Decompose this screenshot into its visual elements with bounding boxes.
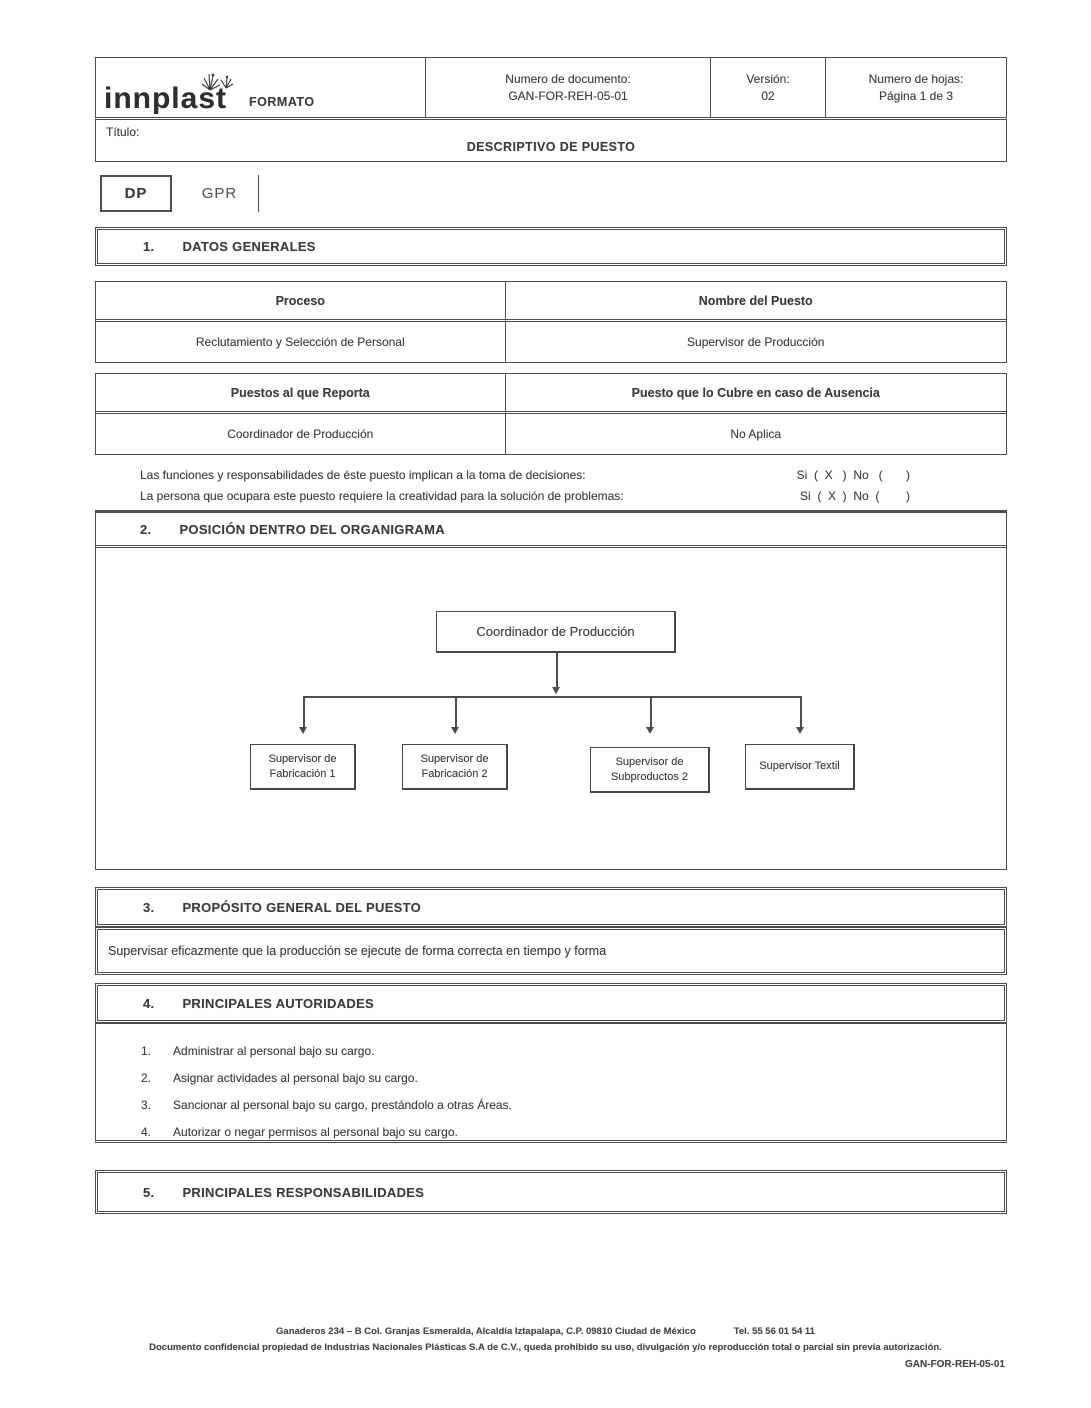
question-creativity-answer: Si ( X ) No ( ) (799, 489, 910, 503)
section-4-number: 4. (143, 995, 155, 1011)
authority-text: Asignar actividades al personal bajo su cargo. (173, 1070, 418, 1085)
question-decisions (140, 468, 910, 482)
org-arrow-4 (796, 727, 804, 734)
footer-address: Ganaderos 234 – B Col. Granjas Esmeralda, Alcaldía Iztapalapa, C.P. 09810 Ciudad de México (276, 1326, 696, 1337)
col-header-reporta: Puestos al que Reporta (96, 374, 506, 414)
section-2-container (95, 510, 1007, 870)
cell-nombre-puesto-value: Supervisor de Producción (687, 335, 825, 349)
section-3-number: 3. (143, 899, 155, 915)
org-root-box: Coordinador de Producción (436, 611, 676, 653)
org-connector-root (556, 653, 558, 689)
footer-confidential: Documento confidencial propiedad de Industrias Nacionales Plásticas S.A de C.V., queda prohibido su uso, divulgación y/o reproducción total o parcial sin previa autorización. (149, 1342, 942, 1353)
section-1-title: DATOS GENERALES (182, 239, 316, 254)
innplast-logo (104, 82, 228, 115)
authority-number: 2. (141, 1070, 152, 1085)
org-connector-1 (303, 696, 305, 728)
authority-number: 3. (141, 1097, 152, 1112)
col-header-proceso: Proceso (96, 282, 506, 322)
section-1-header (95, 227, 1007, 266)
doc-number-label: Numero de documento: (505, 71, 631, 86)
section-5-header (95, 1170, 1007, 1214)
version-cell (711, 58, 826, 117)
logo-text: innplast (104, 82, 228, 115)
logo-cell (96, 58, 426, 117)
footer-doc-code-line (0, 1359, 1005, 1370)
version-label: Versión: (746, 71, 790, 86)
authorities-list (95, 1023, 1007, 1143)
authority-item (96, 1037, 1006, 1064)
org-connector-3 (650, 696, 652, 728)
footer-address-line (0, 1326, 1091, 1337)
doc-number-cell (426, 58, 711, 117)
authority-text: Administrar al personal bajo su cargo. (173, 1043, 375, 1058)
cell-cubre-value: No Aplica (730, 427, 782, 441)
org-arrow-2 (451, 727, 459, 734)
authority-text: Autorizar o negar permisos al personal bajo su cargo. (173, 1124, 458, 1139)
doc-number-value: GAN-FOR-REH-05-01 (508, 88, 628, 103)
authority-text: Sancionar al personal bajo su cargo, prestándolo a otras Áreas. (173, 1097, 512, 1112)
page-title: DESCRIPTIVO DE PUESTO (466, 140, 636, 154)
authority-number: 1. (141, 1043, 152, 1058)
tab-dp (100, 175, 172, 212)
logo-flower-icon (200, 70, 234, 92)
question-creativity (140, 489, 910, 503)
col-header-cubre-ausencia: Puesto que lo Cubre en caso de Ausencia (506, 374, 1007, 414)
question-creativity-text: La persona que ocupara este puesto requiere la creatividad para la solución de problemas: (140, 489, 624, 503)
tab-gpr-label: GPR (201, 185, 238, 202)
section-3-title: PROPÓSITO GENERAL DEL PUESTO (182, 899, 422, 915)
section-4-header (95, 983, 1007, 1023)
version-value: 02 (761, 88, 775, 103)
section-2-header (96, 511, 1006, 548)
formato-label: FORMATO (249, 95, 315, 109)
org-child-box-2: Supervisor de Fabricación 2 (402, 744, 508, 790)
pages-cell (826, 58, 1006, 117)
purpose-box (95, 927, 1007, 975)
org-arrow-root (552, 687, 560, 694)
org-child-box-4: Supervisor Textil (745, 744, 855, 790)
org-connector-horizontal (303, 696, 800, 698)
header-table (95, 57, 1007, 120)
tab-gpr (181, 175, 259, 212)
section-4-title: PRINCIPALES AUTORIDADES (182, 995, 375, 1011)
org-connector-2 (455, 696, 457, 728)
org-arrow-1 (299, 727, 307, 734)
section-3-header (95, 887, 1007, 927)
authority-number: 4. (141, 1124, 152, 1139)
col-header-nombre-puesto: Nombre del Puesto (506, 282, 1007, 322)
footer-confidential-line (0, 1342, 1091, 1353)
authority-item (96, 1064, 1006, 1091)
footer-doc-code: GAN-FOR-REH-05-01 (904, 1359, 1005, 1370)
org-child-box-1: Supervisor de Fabricación 1 (250, 744, 356, 790)
title-label: Título: (106, 125, 140, 139)
section-1-number: 1. (143, 239, 155, 254)
org-arrow-3 (646, 727, 654, 734)
authority-item (96, 1091, 1006, 1118)
authority-item (96, 1118, 1006, 1145)
section-2-title: POSICIÓN DENTRO DEL ORGANIGRAMA (179, 521, 445, 537)
cell-reporta-value: Coordinador de Producción (96, 414, 506, 454)
title-bar (95, 120, 1007, 162)
pages-label: Numero de hojas: (868, 71, 964, 86)
report-table (95, 373, 1007, 455)
cell-proceso-value: Reclutamiento y Selección de Personal (96, 322, 506, 362)
purpose-text: Supervisar eficazmente que la producción se ejecute de forma correcta en tiempo y forma (108, 944, 607, 958)
section-5-number: 5. (143, 1184, 155, 1200)
section-2-number: 2. (140, 521, 152, 537)
org-child-box-3: Supervisor de Subproductos 2 (590, 747, 710, 793)
section-5-title: PRINCIPALES RESPONSABILIDADES (182, 1184, 425, 1200)
org-connector-4 (800, 696, 802, 728)
footer-phone: Tel. 55 56 01 54 11 (733, 1326, 815, 1337)
question-decisions-text: Las funciones y responsabilidades de éste puesto implican a la toma de decisiones: (140, 468, 586, 482)
process-table (95, 281, 1007, 363)
tab-dp-label: DP (124, 185, 148, 202)
question-decisions-answer: Si ( X ) No ( ) (796, 468, 910, 482)
pages-value: Página 1 de 3 (878, 88, 954, 103)
